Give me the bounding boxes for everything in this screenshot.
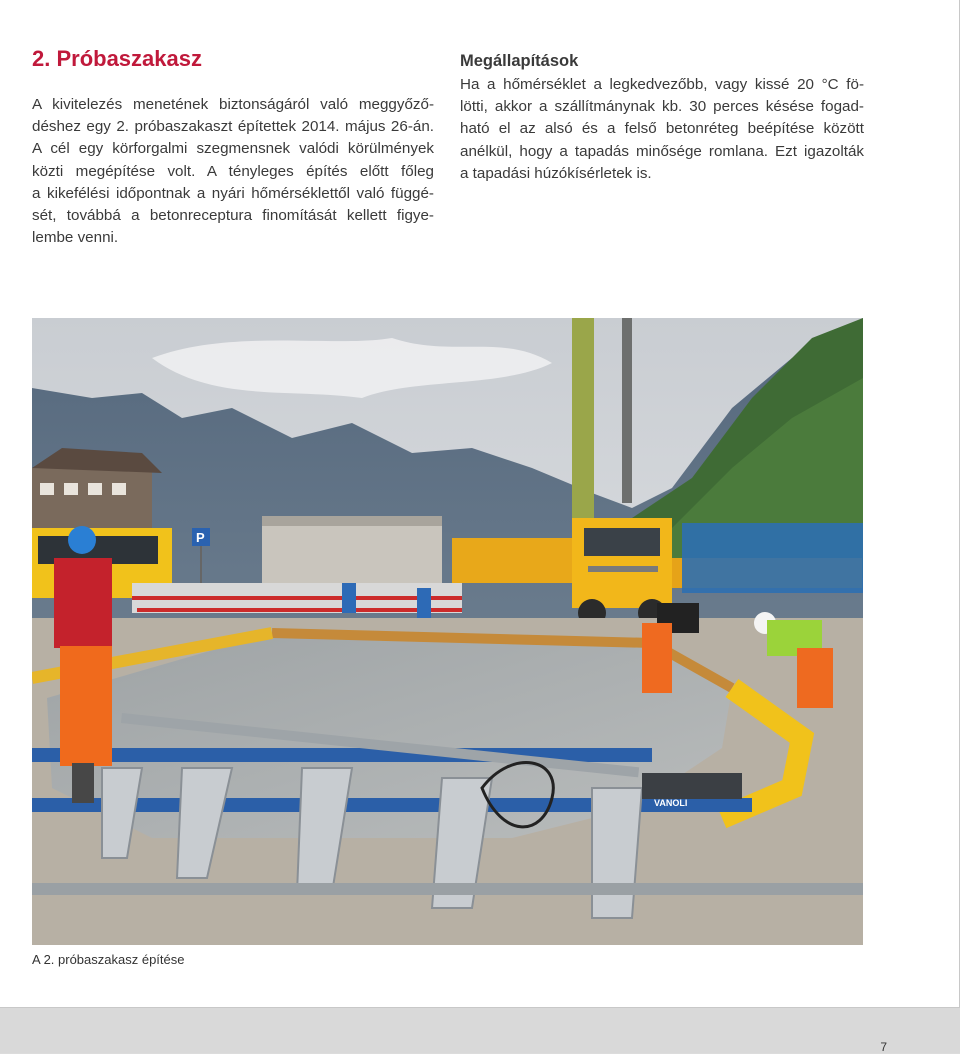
text-line: sét, továbbá a betonreceptura finomítását kellett figye- [32,207,434,225]
figure-caption: A 2. próbaszakasz építése [32,952,185,967]
text-line: ható el az alsó és a felső betonréteg beépítése között [460,120,864,138]
left-column-text [32,94,434,249]
page-footer-band [0,1008,960,1053]
section-title: 2. Próbaszakasz [32,46,202,71]
text-line: lembe venni. [32,229,119,247]
worker-red-shirt [54,526,112,803]
vibrator-motor [642,773,742,799]
concrete-pump-boom [572,318,594,523]
page-number: 7 [880,1040,887,1054]
construction-photo-illustration [32,318,863,945]
text-line: a tapadási húzókísérletek is. [460,164,652,182]
findings-heading: Megállapítások [460,52,579,70]
text-line: a kikefélési időpontnak a nyári hőmérséklettől való függé- [32,184,434,202]
parking-sign-letter: P [196,530,205,545]
findings-section [460,50,864,185]
text-line: lötti, akkor a szállítmánynak kb. 30 perces késése fogad- [460,98,864,116]
text-line: déshez egy 2. próbaszakaszt építettek 2014. május 26-án. [32,118,434,136]
blue-containers [682,523,863,593]
text-line: A cél egy körforgalmi szegmensnek valódi körülmények [32,140,434,158]
text-line: A kivitelezés menetének biztonságáról való meggyőző- [32,96,434,113]
vanoli-label: VANOLI [654,798,688,808]
text-line: anélkül, hogy a tapadás minősége romlana. Ezt igazolták [460,142,864,160]
findings-text [460,74,864,185]
text-line: Ha a hőmérséklet a legkedvezőbb, vagy kissé 20 °C fö- [460,76,864,93]
warehouse [262,523,442,588]
text-line: közti megépítése volt. A tényleges építés előtt főleg [32,162,434,180]
construction-photo [32,318,863,945]
